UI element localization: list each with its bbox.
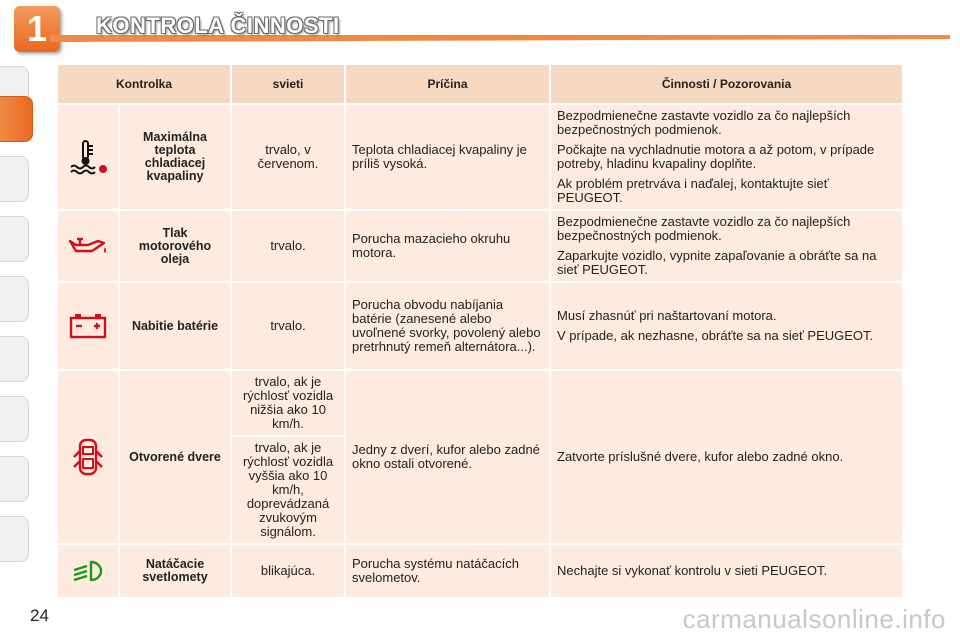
icon-cell [58, 211, 118, 281]
table-row [58, 105, 902, 209]
column-header-svieti: svieti [232, 65, 344, 103]
warning-lights-table [56, 63, 904, 599]
table-header-row [58, 65, 902, 103]
chapter-tab[interactable] [0, 156, 29, 202]
chapter-tab[interactable] [0, 336, 29, 382]
table-row [58, 545, 902, 597]
chapter-tab-active[interactable] [0, 96, 33, 142]
warning-actions [551, 105, 902, 209]
coolant-temperature-icon [67, 139, 109, 175]
column-header-pricina: Príčina [346, 65, 549, 103]
warning-when: blikajúca. [232, 545, 344, 597]
action-text: Musí zhasnúť pri naštartovaní motora. [557, 308, 777, 323]
icon-cell [58, 105, 118, 209]
warning-cause: Porucha obvodu nabíjania batérie (zanesené alebo uvoľnené svorky, povolený alebo pretrhnutý remeň alternátora...). [346, 283, 549, 369]
page-title: KONTROLA ČINNOSTI [96, 13, 340, 38]
battery-icon [68, 313, 108, 339]
action-text: Bezpodmienečne zastavte vozidlo za čo najlepších bezpečnostných podmienok. [557, 108, 851, 137]
warning-cause: Porucha systému natáčacích svelometov. [346, 545, 549, 597]
warning-when: trvalo. [232, 211, 344, 281]
watermark: carmanualsonline.info [682, 604, 946, 634]
warning-name: Tlak motorového oleja [120, 211, 230, 281]
warning-name: Otvorené dvere [120, 371, 230, 543]
action-text: Zaparkujte vozidlo, vypnite zapaľovanie a obráťte sa na sieť PEUGEOT. [557, 248, 877, 277]
cornering-light-icon [71, 559, 105, 583]
warning-actions [551, 545, 902, 597]
warning-cause: Teplota chladiacej kvapaliny je príliš vysoká. [346, 105, 549, 209]
warning-name: Natáčacie svetlomety [120, 545, 230, 597]
icon-cell [58, 371, 118, 543]
table-row [58, 371, 902, 435]
chapter-tab[interactable] [0, 216, 29, 262]
chapter-tabs [0, 66, 34, 576]
action-text: Bezpodmienečne zastavte vozidlo za čo najlepších bezpečnostných podmienok. [557, 214, 851, 243]
action-text: Nechajte si vykonať kontrolu v sieti PEUGEOT. [557, 563, 828, 578]
chapter-number: 1 [26, 8, 48, 49]
chapter-tab[interactable] [0, 456, 29, 502]
action-text: Počkajte na vychladnutie motora a až potom, v prípade potreby, hladinu kvapaliny doplňte. [557, 142, 875, 171]
warning-actions [551, 283, 902, 369]
icon-cell [58, 545, 118, 597]
warning-when: trvalo, ak je rýchlosť vozidla vyššia ako 10 km/h, doprevádzaná zvukovým signálom. [232, 437, 344, 543]
chapter-tab[interactable] [0, 276, 29, 322]
warning-when: trvalo, v červenom. [232, 105, 344, 209]
column-header-cinnosti: Činnosti / Pozorovania [551, 65, 902, 103]
action-text: Ak problém pretrváva i naďalej, kontaktujte sieť PEUGEOT. [557, 176, 829, 205]
icon-cell [58, 283, 118, 369]
warning-name: Nabitie batérie [120, 283, 230, 369]
table-row [58, 211, 902, 281]
door-open-icon [73, 437, 103, 477]
chapter-tab[interactable] [0, 516, 29, 562]
warning-actions [551, 371, 902, 543]
warning-when: trvalo, ak je rýchlosť vozidla nižšia ako 10 km/h. [232, 371, 344, 435]
page-number: 24 [30, 606, 49, 625]
chapter-tab[interactable] [0, 396, 29, 442]
warning-when: trvalo. [232, 283, 344, 369]
chapter-number-badge [14, 6, 60, 52]
table-row [58, 283, 902, 369]
warning-name: Maximálna teplota chladiacej kvapaliny [120, 105, 230, 209]
column-header-kontrolka: Kontrolka [58, 65, 230, 103]
action-text: V prípade, ak nezhasne, obráťte sa na sieť PEUGEOT. [557, 328, 874, 343]
oil-pressure-icon [68, 235, 108, 257]
action-text: Zatvorte príslušné dvere, kufor alebo zadné okno. [557, 449, 844, 464]
warning-actions [551, 211, 902, 281]
warning-cause: Jedny z dverí, kufor alebo zadné okno ostali otvorené. [346, 371, 549, 543]
warning-cause: Porucha mazacieho okruhu motora. [346, 211, 549, 281]
